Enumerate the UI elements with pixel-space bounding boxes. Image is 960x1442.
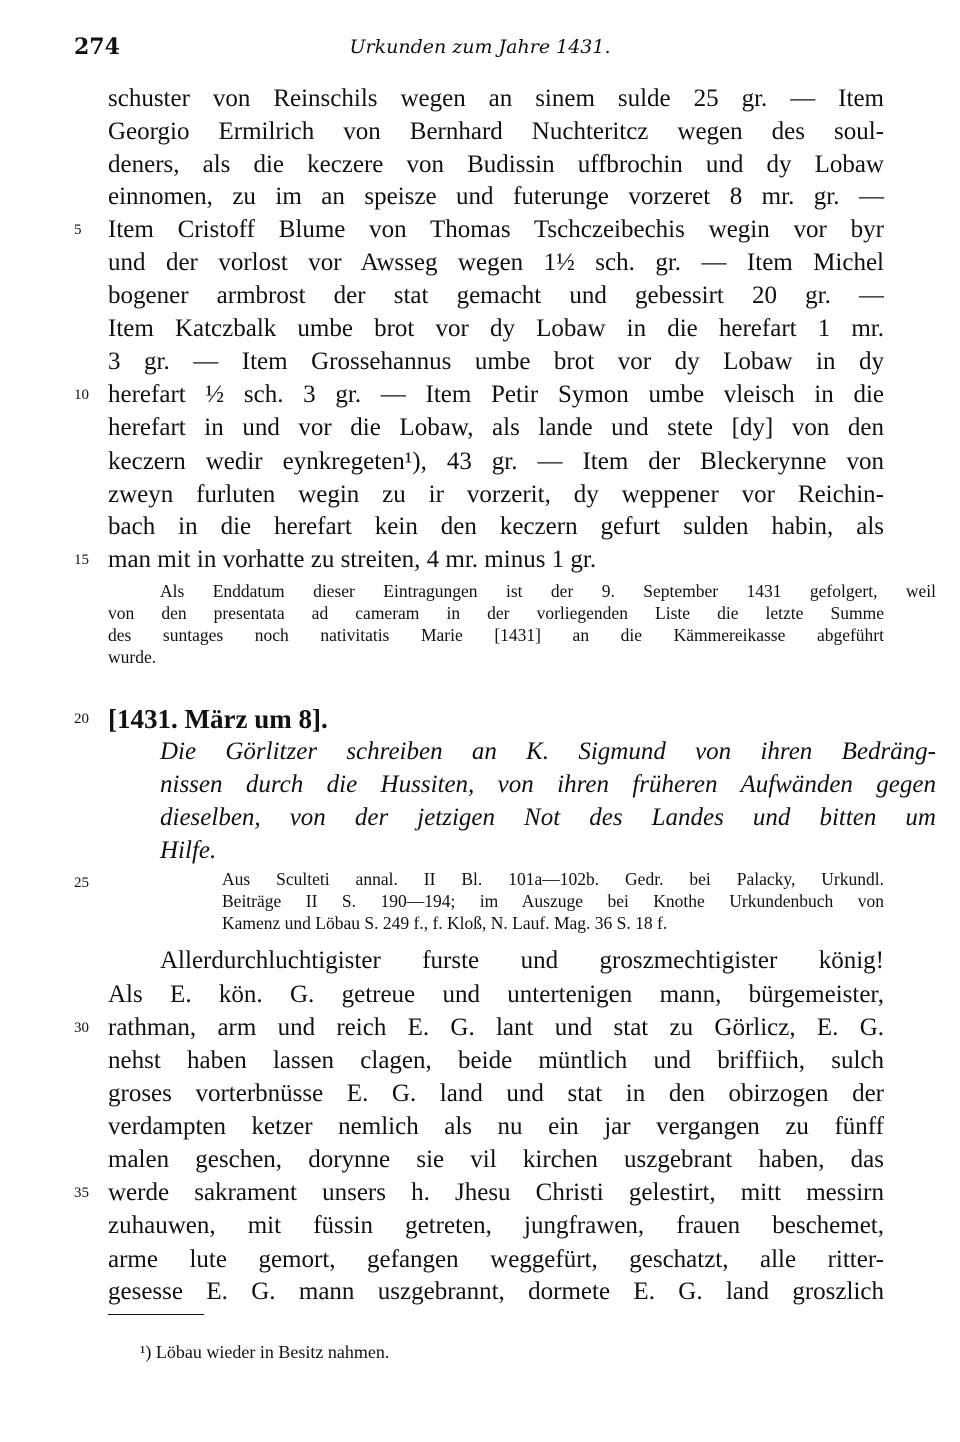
text-line: Item Katczbalk umbe brot vor dy Lobaw in die herefart 1 mr. xyxy=(108,315,884,342)
text-line: Kamenz und Löbau S. 249 f., f. Kloß, N. Lauf. Mag. 36 S. 18 f. xyxy=(222,913,668,933)
text-line: gesesse E. G. mann uszgebrannt, dormete E. G. land groszlich xyxy=(108,1278,884,1305)
line-number: 5 xyxy=(74,222,82,238)
text-line: groses vorterbnüsse E. G. land und stat in den obirzogen der xyxy=(108,1080,884,1107)
text-line: Item Cristoff Blume von Thomas Tschczeibechis wegin vor byr xyxy=(108,216,884,243)
footnote: ¹) Löbau wieder in Besitz nahmen. xyxy=(140,1342,390,1362)
text-line: herefart in und vor die Lobaw, als lande und stete [dy] von den xyxy=(108,414,884,441)
text-line: von den presentata ad cameram in der vorliegenden Liste die letzte Summe xyxy=(108,603,884,623)
text-line: zuhauwen, mit füssin getreten, jungfrawen, frauen beschemet, xyxy=(108,1212,884,1239)
text-line: rathman, arm und reich E. G. lant und stat zu Görlicz, E. G. xyxy=(108,1014,884,1041)
line-number: 20 xyxy=(74,711,89,727)
line-number: 25 xyxy=(74,875,89,891)
text-line: werde sakrament unsers h. Jhesu Christi gelestirt, mitt messirn xyxy=(108,1179,884,1206)
text-line: malen geschen, dorynne sie vil kirchen uszgebrant haben, das xyxy=(108,1146,884,1173)
text-line: Georgio Ermilrich von Bernhard Nuchteritcz wegen des soul- xyxy=(108,118,884,145)
text-line: deners, als die keczere von Budissin uffbrochin und dy Lobaw xyxy=(108,151,884,178)
text-line: dieselben, von der jetzigen Not des Landes und bitten um xyxy=(160,804,936,831)
text-line: nissen durch die Hussiten, von ihren früheren Aufwänden gegen xyxy=(160,771,936,798)
text-line: Hilfe. xyxy=(160,837,217,864)
text-line: Allerdurchluchtigister furste und groszmechtigister könig! xyxy=(160,947,884,974)
line-number: 30 xyxy=(74,1020,89,1036)
text-line: herefart ½ sch. 3 gr. — Item Petir Symon umbe vleisch in die xyxy=(108,381,884,408)
page-header xyxy=(0,34,960,68)
text-line: man mit in vorhatte zu streiten, 4 mr. minus 1 gr. xyxy=(108,546,597,573)
text-line: schuster von Reinschils wegen an sinem sulde 25 gr. — Item xyxy=(108,85,884,112)
running-title: Urkunden zum Jahre 1431. xyxy=(349,36,611,58)
text-line: Beiträge II S. 190—194; im Auszuge bei Knothe Urkundenbuch von xyxy=(222,891,884,911)
footnote-divider xyxy=(108,1314,204,1315)
text-line: zweyn furluten wegin zu ir vorzerit, dy weppener vor Reichin- xyxy=(108,481,884,508)
text-line: Als Enddatum dieser Eintragungen ist der 9. September 1431 gefolgert, weil xyxy=(160,581,936,601)
text-line: Als E. kön. G. getreue und untertenigen mann, bürgemeister, xyxy=(108,981,884,1008)
line-number: 15 xyxy=(74,552,89,568)
text-line: verdampten ketzer nemlich als nu ein jar vergangen zu fünff xyxy=(108,1113,884,1140)
text-line: bogener armbrost der stat gemacht und gebessirt 20 gr. — xyxy=(108,282,884,309)
text-line: wurde. xyxy=(108,647,157,667)
text-line: des suntages noch nativitatis Marie [1431] an die Kämmereikasse abgeführt xyxy=(108,625,884,645)
text-line: nehst haben lassen clagen, beide müntlich und briffiich, sulch xyxy=(108,1047,884,1074)
line-number: 35 xyxy=(74,1185,89,1201)
text-line: bach in die herefart kein den keczern gefurt sulden habin, als xyxy=(108,513,884,540)
page-number: 274 xyxy=(74,34,120,60)
text-line: einnomen, zu im an speisze und futerunge vorzeret 8 mr. gr. — xyxy=(108,183,884,210)
text-line: arme lute gemort, gefangen weggefürt, geschatzt, alle ritter- xyxy=(108,1246,884,1273)
text-line: Aus Sculteti annal. II Bl. 101a—102b. Gedr. bei Palacky, Urkundl. xyxy=(222,869,884,889)
text-line: und der vorlost vor Awsseg wegen 1½ sch. gr. — Item Michel xyxy=(108,249,884,276)
line-number: 10 xyxy=(74,387,89,403)
text-line: 3 gr. — Item Grossehannus umbe brot vor dy Lobaw in dy xyxy=(108,348,884,375)
text-line: keczern wedir eynkregeten¹), 43 gr. — Item der Bleckerynne von xyxy=(108,448,884,475)
text-line: [1431. März um 8]. xyxy=(108,704,328,734)
text-line: Die Görlitzer schreiben an K. Sigmund von ihren Bedräng- xyxy=(160,738,936,765)
